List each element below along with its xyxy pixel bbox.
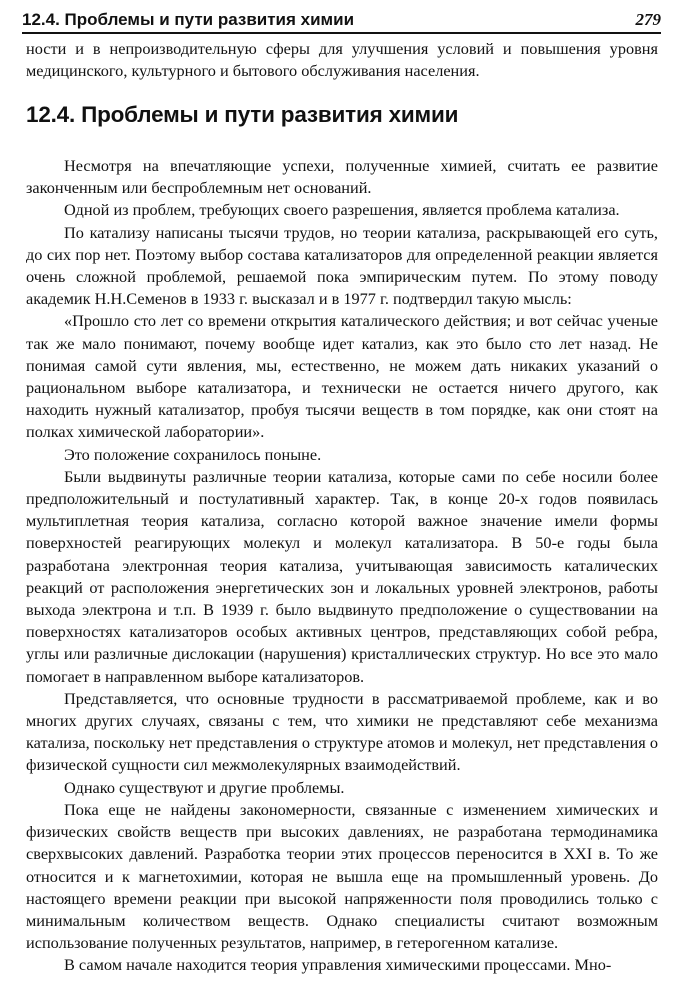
running-title: 12.4. Проблемы и пути развития химии xyxy=(22,10,355,29)
paragraph: Одной из проблем, требующих своего разрешения, является проблема катализа. xyxy=(64,200,620,220)
paragraph: В самом начале находится теория управления химическими процессами. Мно- xyxy=(64,955,612,975)
paragraph: Пока еще не найдены закономерности, связанные с изменением химических и физических свойств веществ при высоких давлениях, не разработана термодинамика сверхвысоких давлений. Разработка теории этих процессов переносится в XXI в. То же относится и к магнетохимии, которая не вышла еще на промышленный уровень. До настоящего времени реакции при высокой напряженности поля проводились только с минимальным количеством веществ. Однако специалисты считают возможным использование полученных результатов, например, в гетерогенном катализе. xyxy=(26,799,658,953)
section-heading: 12.4. Проблемы и пути развития химии xyxy=(26,102,459,127)
section-body xyxy=(26,155,658,977)
page-number: 279 xyxy=(635,10,661,29)
quotation-paragraph: «Прошло сто лет со времени открытия каталического действия; и вот сейчас ученые так же мало понимают, почему вообще идет катализ, как это было сто лет назад. Не понимая самой сути явления, мы, естественно, не можем дать никаких указаний о рациональном выборе катализатора, и технически не остается ничего другого, как находить нужный катализатор, пробуя тысячи веществ в том порядке, как они стоят на полках химической лаборатории». xyxy=(26,311,658,442)
paragraph: Это положение сохранилось поныне. xyxy=(64,444,322,464)
paragraph: Несмотря на впечатляющие успехи, полученные химией, считать ее развитие законченным или беспроблемным нет оснований. xyxy=(26,156,658,198)
paragraph: Представляется, что основные трудности в рассматриваемой проблеме, как и во многих других случаях, связаны с тем, что химики не представляют себе механизма катализа, поскольку нет представления о структуре атомов и молекул, нет представления о физической сущности сил межмолекулярных взаимодействий. xyxy=(26,688,658,775)
running-header xyxy=(22,6,661,34)
paragraph: Были выдвинуты различные теории катализа, которые сами по себе носили более предположительный и постулативный характер. Так, в конце 20-х годов появилась мультиплетная теория катализа, согласно которой важное значение имели формы поверхностей реагирующих молекул и молекул катализатора. В 50-е годы была разработана электронная теория катализа, учитывающая зависимость каталических реакций от расположения энергетических зон и локальных уровней электронов, работы выхода электрона и т.п. В 1939 г. было выдвинуто предположение о существовании на поверхностях катализаторов особых активных центров, представляющих собой ребра, углы или различные дислокации (нарушения) кристаллических структур. Но все это мало помогает в направленном выборе катализаторов. xyxy=(26,466,658,686)
paragraph: Однако существуют и другие проблемы. xyxy=(64,777,345,797)
paragraph: По катализу написаны тысячи трудов, но теории катализа, раскрывающей его суть, до сих пор нет. Поэтому выбор состава катализаторов для определенной реакции является очень сложной проблемой, решаемой пока эмпирическим путем. По этому поводу академик Н.Н.Семенов в 1933 г. высказал и в 1977 г. подтвердил такую мысль: xyxy=(26,222,658,309)
continued-paragraph: ности и в непроизводительную сферы для улучшения условий и повышения уровня медицинского, культурного и бытового обслуживания населения. xyxy=(26,39,658,81)
continued-text xyxy=(26,38,658,82)
